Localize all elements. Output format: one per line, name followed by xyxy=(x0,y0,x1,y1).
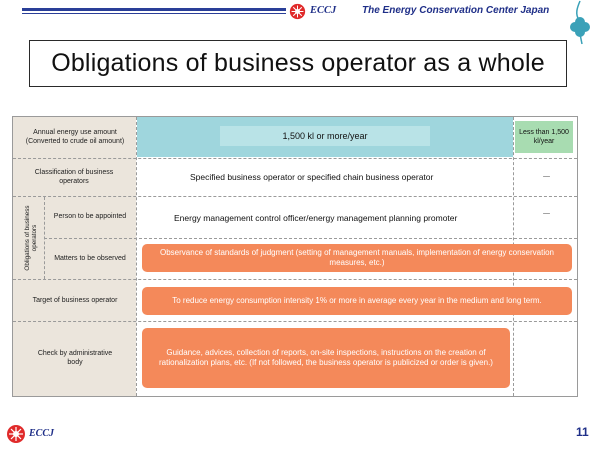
header-rule-thin xyxy=(22,13,286,14)
row-divider xyxy=(13,158,577,159)
row-label-matters-observed: Matters to be observed xyxy=(54,254,126,262)
row-divider xyxy=(13,196,577,197)
col-divider xyxy=(44,197,45,279)
footer-logo-text: ECCJ xyxy=(29,428,55,439)
row-label-person-appointed: Person to be appointed xyxy=(53,212,127,220)
row-label-classification: Classification of business operators xyxy=(34,169,114,185)
page-title: Obligations of business operator as a whole xyxy=(29,40,567,87)
row-label-obligations-group: Obligations of business operators xyxy=(24,205,38,271)
matters-observed-box: Observance of standards of judgment (setting of management manuals, implementation of energy conservation measures, etc.) xyxy=(142,244,572,272)
threshold-other-cell: Less than 1,500 kl/year xyxy=(515,121,573,153)
person-appointed-value: Energy management control officer/energy management planning promoter xyxy=(174,213,458,223)
classification-value: Specified business operator or specified chain business operator xyxy=(190,172,434,182)
col-divider xyxy=(136,117,137,396)
page-number: 11 xyxy=(576,425,589,439)
header-rule-thick xyxy=(22,8,286,11)
row-divider xyxy=(13,279,577,280)
row-label-check: Check by administrative body xyxy=(37,350,113,366)
row-label-target: Target of business operator xyxy=(32,296,118,304)
check-box: Guidance, advices, collection of reports, on-site inspections, instructions on the creation of rationalization plans, etc. (If not followed, the business operator is publicized or order is given.) xyxy=(142,328,510,388)
person-appointed-other-value: － xyxy=(542,209,552,219)
eccj-logo-icon xyxy=(6,424,26,444)
threshold-main-cell: 1,500 kl or more/year xyxy=(220,126,430,146)
eccj-logo-icon xyxy=(289,3,306,20)
clover-icon xyxy=(555,0,600,45)
row-divider xyxy=(44,238,577,239)
classification-other-value: － xyxy=(542,172,552,182)
row-divider xyxy=(13,321,577,322)
header-logo-text: ECCJ xyxy=(310,5,337,16)
header-org-name: The Energy Conservation Center Japan xyxy=(362,5,550,16)
target-box: To reduce energy consumption intensity 1% or more in average every year in the medium and long term. xyxy=(142,287,572,315)
row-label-annual-energy: Annual energy use amount (Converted to crude oil amount) xyxy=(25,129,125,145)
